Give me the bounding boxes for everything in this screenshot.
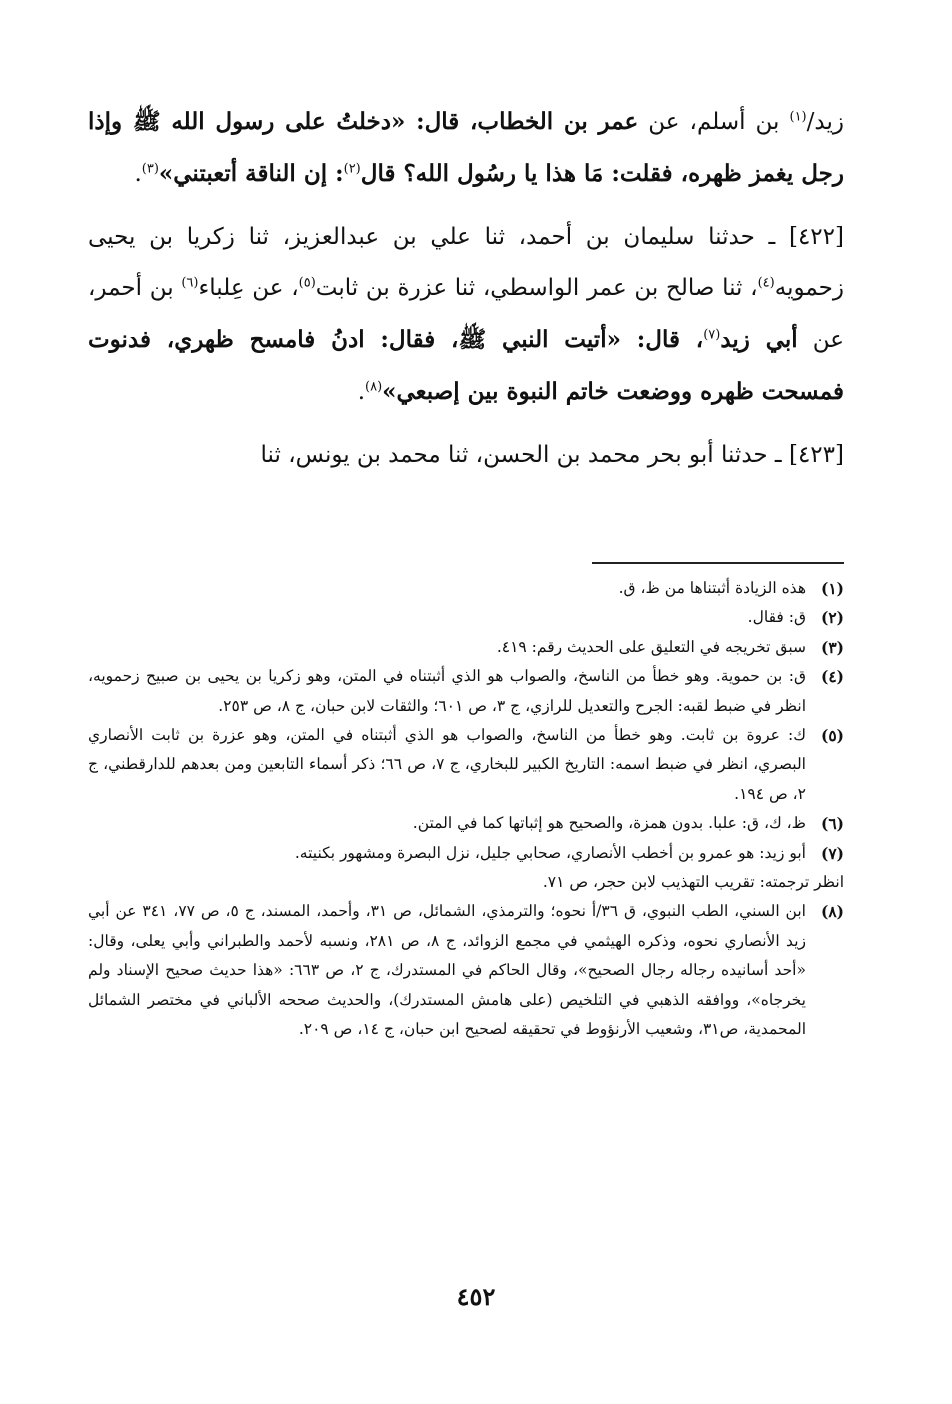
text-run: .	[357, 379, 365, 405]
paragraph-422	[88, 212, 844, 418]
text-bold: عمر بن الخطاب	[477, 108, 639, 135]
footnote-item	[88, 721, 844, 809]
text-bold: ، قال: «أتيت النبي ﷺ، فقال: ادنُ فامسح ظهري، فدنوت فمسحت ظهره ووضعت خاتم النبوة بين إصبعي»	[88, 326, 844, 405]
footnote-text: هذه الزيادة أثبتناها من ظ، ق.	[618, 579, 806, 597]
footnote-item	[88, 633, 844, 662]
footnote-ref[interactable]: (٣)	[141, 161, 159, 177]
footnote-ref[interactable]: (٤)	[757, 275, 775, 291]
footnote-number: (١)	[820, 579, 844, 598]
footnote-text: ظ، ك، ق: علبا. بدون همزة، والصحيح هو إثباتها كما في المتن.	[412, 814, 806, 833]
text-bold: ، قال: «دخلتُ على رسول الله ﷺ وإذا رجل يغمز ظهره، فقلت: مَا هذا يا رسُول الله؟ قال	[88, 108, 844, 187]
footnote-text: انظر ترجمته: تقريب التهذيب لابن حجر، ص ٧١.	[542, 873, 844, 892]
text-run: بن أسلم، عن	[638, 109, 790, 135]
footnote-number: (٢)	[820, 608, 844, 628]
footnote-item	[88, 897, 844, 1044]
footnote-ref[interactable]: (٧)	[703, 327, 721, 343]
footnote-text: ق: بن حموية. وهو خطأ من الناسخ، والصواب هو الذي أثبتناه في المتن، وهو زكريا بن يحيى بن صبيح زحمويه، انظر في ضبط لقبه: الجرح والتعديل للرازي، ج ٣، ص ٦٠١؛ والثقات لابن حبان، ج ٨، ص ٢٥٣.	[88, 667, 806, 715]
footnote-text: ابن السني، الطب النبوي، ق ٣٦/أ نحوه؛ والترمذي، الشمائل، ص ٣١، وأحمد، المسند، ج ٥، ص ٧٧، ٣٤١ عن أبي زيد الأنصاري نحوه، وذكره الهيثمي في مجمع الزوائد، ج ٨، ص ٢٨١، ونسبه لأحمد والطبراني وأبي يعلى، وقال: «أحد أسانيده رجاله رجال الصحيح»، وقال الحاكم في المستدرك، ج ٢، ص ٦٦٣: «هذا حديث صحيح الإسناد ولم يخرجاه»، ووافقه الذهبي في التلخيص (على هامش المستدرك)، والحديث صححه الألباني في مختصر الشمائل المحمدية، ص٣١، وشعيب الأرنؤوط في تحقيقه لصحيح ابن حبان، ج ١٤، ص ٢٠٩.	[88, 902, 806, 1039]
text-bold: أبي زيد	[720, 326, 798, 353]
footnote-item	[88, 868, 844, 897]
footnote-ref[interactable]: (١)	[789, 109, 807, 125]
footnote-number: (٤)	[820, 667, 844, 687]
footnote-ref[interactable]: (٥)	[298, 275, 316, 291]
footnote-ref[interactable]: (٦)	[181, 275, 199, 291]
paragraph-421-continuation	[88, 96, 844, 200]
footnote-number: (٦)	[820, 814, 844, 834]
text-run: زيد/	[806, 109, 844, 135]
footnote-text: ك: عروة بن ثابت. وهو خطأ من الناسخ، والصواب هو الذي أثبتناه في المتن، وهو عزرة بن ثابت الأنصاري البصري، انظر في ضبط اسمه: التاريخ الكبير للبخاري، ج ٧، ص ٦٦؛ ذكر أسماء التابعين ومن بعدهم للدارقطني، ج ٢، ص ١٩٤.	[88, 726, 806, 803]
footnote-item	[88, 574, 844, 603]
text-run: ، ثنا صالح بن عمر الواسطي، ثنا عزرة بن ثابت	[315, 275, 758, 301]
footnote-item	[88, 662, 844, 721]
footnote-number: (٨)	[820, 902, 844, 922]
footnote-item	[88, 603, 844, 632]
footnotes	[88, 574, 844, 1045]
footnote-number: (٧)	[820, 843, 844, 863]
footnote-number: (٥)	[820, 726, 844, 746]
footnote-text: أبو زيد: هو عمرو بن أخطب الأنصاري، صحابي جليل، نزل البصرة ومشهور بكنيته.	[294, 843, 806, 862]
text-run: ، عن عِلباء	[198, 275, 299, 301]
text-bold: : إن الناقة أتعبتني»	[158, 160, 344, 187]
footnote-number: (٣)	[820, 637, 844, 657]
footnote-text: سبق تخريجه في التعليق على الحديث رقم: ٤١٩.	[496, 637, 806, 656]
text-run: بن أحمر، عن	[88, 275, 844, 353]
main-text	[88, 96, 844, 481]
paragraph-423: [٤٢٣] ـ حدثنا أبو بحر محمد بن الحسن، ثنا محمد بن يونس، ثنا	[260, 442, 844, 468]
footnote-item	[88, 809, 844, 838]
text-run: [٤٢٢] ـ حدثنا سليمان بن أحمد، ثنا علي بن عبدالعزيز، ثنا زكريا بن يحيى زحمويه	[88, 224, 844, 301]
footnote-ref[interactable]: (٢)	[343, 161, 361, 177]
footnote-separator	[592, 562, 844, 564]
footnote-item	[88, 839, 844, 868]
page-number: ٤٥٢	[456, 1282, 496, 1311]
text-run: .	[134, 161, 142, 187]
footnote-ref[interactable]: (٨)	[365, 379, 383, 395]
footnote-text: ق: فقال.	[747, 608, 806, 627]
